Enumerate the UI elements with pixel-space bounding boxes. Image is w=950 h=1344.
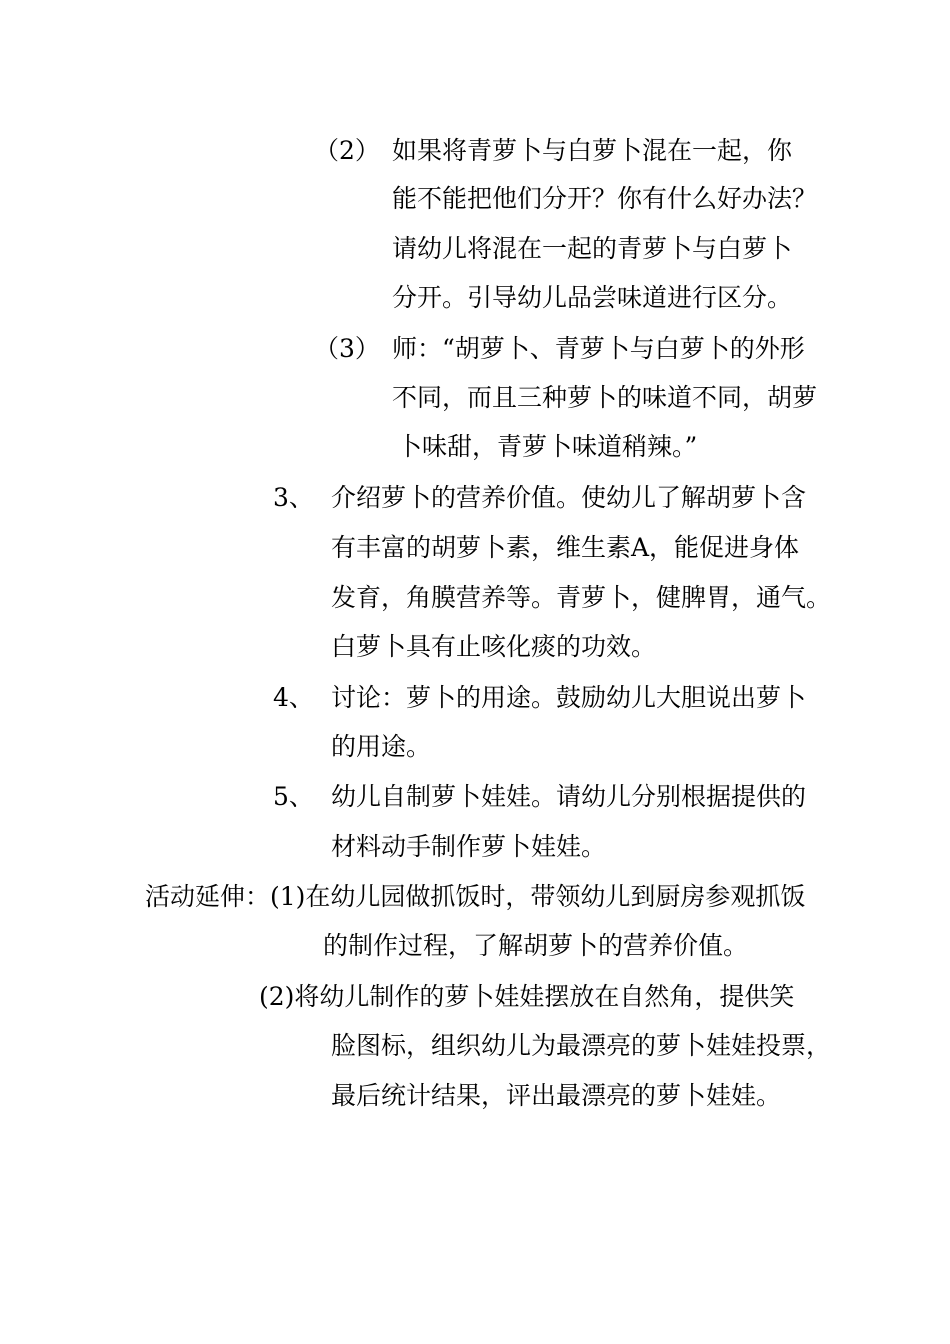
- paragraph-line: 不同，而且三种萝卜的味道不同，胡萝: [392, 383, 818, 412]
- paragraph-line: 分开。引导幼儿品尝味道进行区分。: [392, 283, 793, 312]
- paragraph-line: 的制作过程，了解胡萝卜的营养价值。: [323, 931, 749, 960]
- list-marker-3a: （3）: [314, 334, 380, 363]
- paragraph-line: 师：“胡萝卜、青萝卜与白萝卜的外形: [392, 334, 805, 363]
- paragraph-line: 能不能把他们分开？你有什么好办法？: [392, 184, 818, 213]
- paragraph-line: 请幼儿将混在一起的青萝卜与白萝卜: [392, 234, 793, 263]
- paragraph-line: 讨论：萝卜的用途。鼓励幼儿大胆说出萝卜: [331, 683, 807, 712]
- paragraph-line: 材料动手制作萝卜娃娃。: [331, 832, 607, 861]
- extension-heading-line: 活动延伸：(1)在幼儿园做抓饭时，带领幼儿到厨房参观抓饭: [145, 882, 806, 911]
- paragraph-line: 脸图标，组织幼儿为最漂亮的萝卜娃娃投票，: [331, 1031, 832, 1060]
- paragraph-line: 卜味甜，青萝卜味道稍辣。”: [397, 432, 698, 461]
- list-marker-5: 5、: [273, 782, 314, 811]
- paragraph-line: 如果将青萝卜与白萝卜混在一起，你: [392, 136, 793, 165]
- paragraph-line: 最后统计结果，评出最漂亮的萝卜娃娃。: [331, 1081, 782, 1110]
- paragraph-line: 有丰富的胡萝卜素，维生素A，能促进身体: [331, 533, 800, 562]
- list-marker-3: 3、: [273, 483, 314, 512]
- list-marker-4: 4、: [273, 683, 314, 712]
- paragraph-line: 白萝卜具有止咳化痰的功效。: [331, 632, 657, 661]
- list-marker-2a: （2）: [314, 136, 380, 165]
- paragraph-line: 发育，角膜营养等。青萝卜，健脾胃，通气。: [331, 583, 832, 612]
- paragraph-line: 幼儿自制萝卜娃娃。请幼儿分别根据提供的: [331, 782, 807, 811]
- paragraph-line: (2)将幼儿制作的萝卜娃娃摆放在自然角，提供笑: [259, 982, 795, 1011]
- paragraph-line: 介绍萝卜的营养价值。使幼儿了解胡萝卜含: [331, 483, 807, 512]
- paragraph-line: 的用途。: [331, 732, 432, 761]
